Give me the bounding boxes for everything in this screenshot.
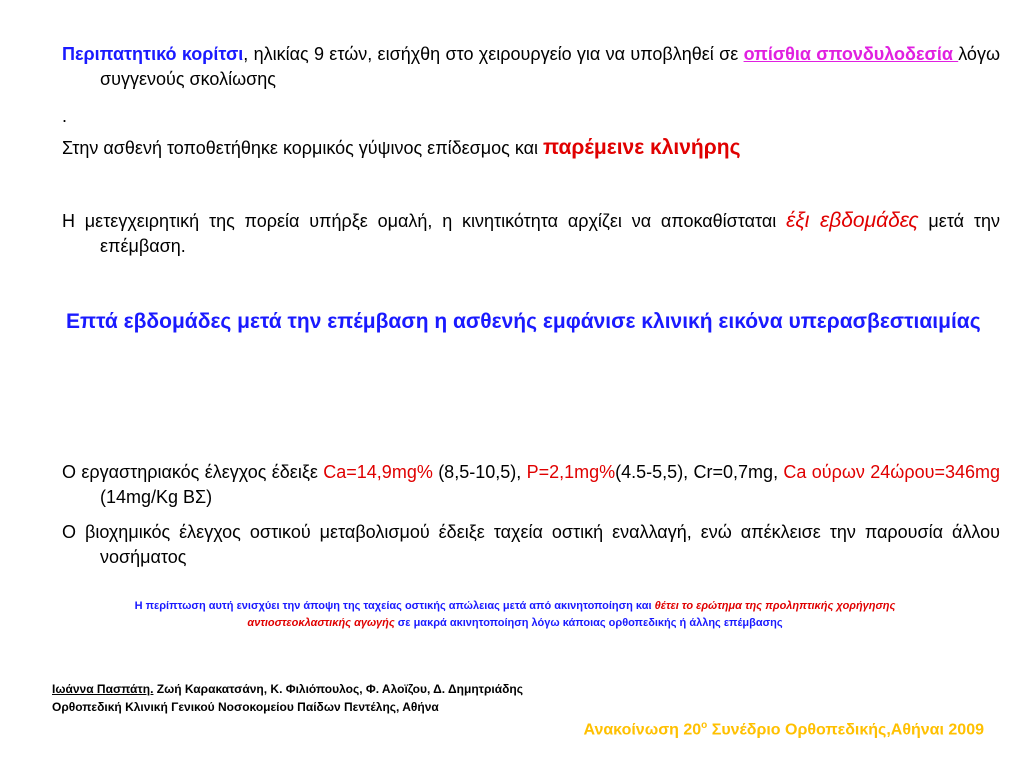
bedridden-highlight: παρέμεινε κλινήρης <box>543 136 741 159</box>
footer-pre: Ανακοίνωση 20 <box>583 721 702 739</box>
ca-urine-value: Ca ούρων 24ώρου=346mg <box>783 462 1000 482</box>
note-text-1: Η περίπτωση αυτή ενισχύει την άποψη της ταχείας οστικής απώλειας μετά από ακινητοποίηση και <box>134 600 655 612</box>
paragraph-lab <box>62 460 1000 510</box>
affiliation: Ορθοπεδική Κλινική Γενικού Νοσοκομείου Παίδων Πεντέλης, Αθήνα <box>52 700 439 714</box>
paragraph-postop <box>62 208 1000 259</box>
postop-text-1: Η μετεγχειρητική της πορεία υπήρξε ομαλή, η κινητικότητα αρχίζει να αποκαθίσταται <box>62 211 787 231</box>
paragraph-cast <box>62 135 1000 161</box>
postop-text-2: μετά την επέμβαση. <box>100 211 1000 256</box>
intro-text-1: , ηλικίας 9 ετών, εισήχθη στο χειρουργείο για να υποβληθεί σε <box>243 44 744 64</box>
footer-post: Συνέδριο Ορθοπεδικής,Αθήναι 2009 <box>707 721 984 739</box>
paragraph-hypercalcemia: Επτά εβδομάδες μετά την επέμβαση η ασθενής εμφάνισε κλινική εικόνα υπερασβεστιαιμίας <box>66 310 981 333</box>
paragraph-case-intro <box>62 42 1000 92</box>
lab-text-4: (14mg/Kg ΒΣ) <box>100 487 213 507</box>
patient-lead: Περιπατητικό κορίτσι <box>62 44 244 64</box>
authors-line <box>52 680 523 698</box>
first-author: Ιωάννα Πασπάτη. <box>52 682 154 696</box>
dot-line: . <box>62 106 68 126</box>
lab-text-2: (8,5-10,5), <box>432 462 527 482</box>
procedure-highlight: οπίσθια σπονδυλοδεσία <box>743 44 959 64</box>
ca-value: Ca=14,9mg% <box>323 462 433 482</box>
conference-footer <box>583 720 984 739</box>
lab-text-1: Ο εργαστηριακός έλεγχος έδειξε <box>62 462 324 482</box>
footer-sup: ο <box>701 720 708 731</box>
note-text-2: σε μακρά ακινητοποίηση λόγω κάποιας ορθοπεδικής ή άλλης επέμβασης <box>394 617 783 629</box>
cast-text: Στην ασθενή τοποθετήθηκε κορμικός γύψινος επίδεσμος και <box>62 138 544 158</box>
p-value: P=2,1mg% <box>526 462 616 482</box>
paragraph-biochem: Ο βιοχημικός έλεγχος οστικού μεταβολισμού έδειξε ταχεία οστική εναλλαγή, ενώ απέκλεισε την παρουσία άλλου νοσήματος <box>62 522 1000 567</box>
conclusion-note <box>100 598 930 632</box>
intro-text-2: λόγω συγγενούς σκολίωσης <box>100 44 1000 89</box>
note-question: θέτει το ερώτημα της προληπτικής χορήγησης αντιοστεοκλαστικής αγωγής <box>247 600 896 629</box>
lab-text-3: (4.5-5,5), Cr=0,7mg, <box>615 462 784 482</box>
six-weeks-highlight: έξι εβδομάδες <box>786 209 919 232</box>
co-authors: Ζωή Καρακατσάνη, Κ. Φιλιόπουλος, Φ. Αλοϊζου, Δ. Δημητριάδης <box>153 682 523 696</box>
